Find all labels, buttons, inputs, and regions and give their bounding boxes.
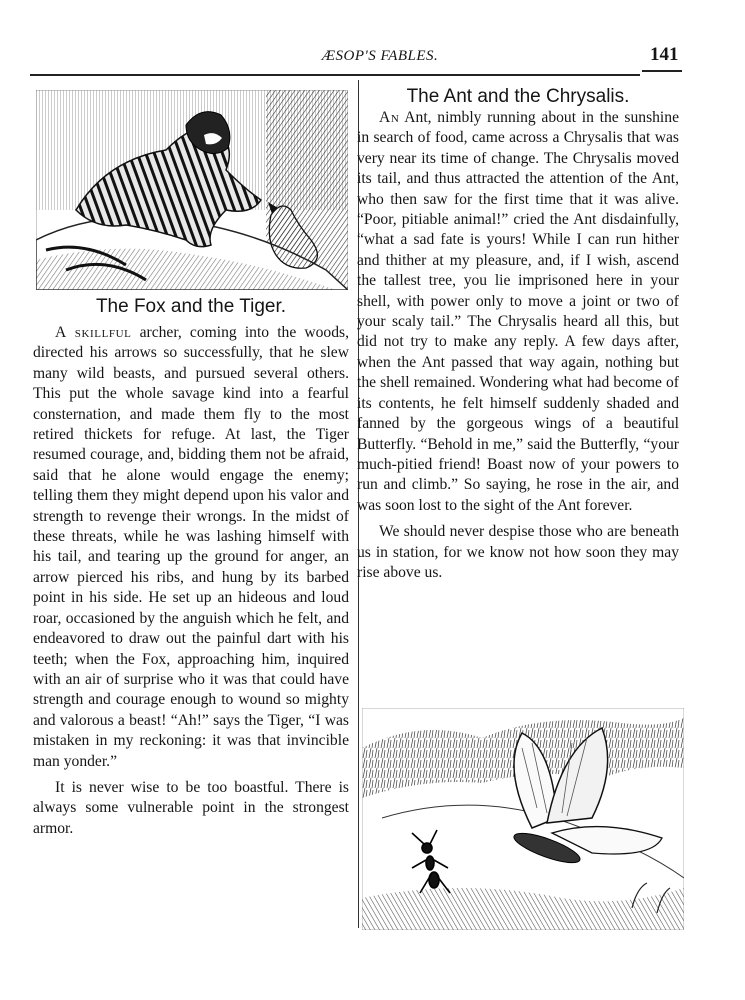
header-rule-short [642,70,682,72]
ant-chrysalis-title: The Ant and the Chrysalis. [406,86,630,107]
ant-chrysalis-moral: We should never despise those who are beneath us in station, for we know not how soon they may rise above us. [357,523,679,581]
fox-tiger-opening: A skillful [55,324,132,341]
fox-tiger-title: The Fox and the Tiger. [95,296,287,317]
ant-chrysalis-body: An Ant, nimbly running about in the sunshine in search of food, came across a Chrysalis that was very near its time of change. The Chrysalis moved its tail, and thus attracted the attention of the Ant, who then saw for the first time that it was alive. “Poor, pitiable animal!” cried the Ant disdainfully, “what a sad fate is yours! While I can run hither and thither at my pleasure, and, if I wish, ascend the tallest tree, you lie imprisoned here in your shell, with power only to move a joint or two of your scaly tail.” The Chrysalis heard all this, but did not try to make any reply. A few days after, when the Ant passed that way again, nothing but the shell remained. Wondering what had become of its contents, he felt himself suddenly shaded and fanned by the gorgeous wings of a beautiful Butterfly. “Behold in me,” said the Butterfly, “your much-pitied friend! Boast now of your powers to run and climb.” So saying, he rose in the air, and was soon lost to the sight of the Ant forever. [357,109,679,514]
fox-tiger-text [33,323,349,839]
running-title: ÆSOP'S FABLES. [321,48,439,64]
butterfly-ant-illustration [362,708,684,930]
fox-tiger-moral: It is never wise to be too boastful. There is always some vulnerable point in the strongest armor. [33,778,349,837]
fox-tiger-body: A skillful archer, coming into the woods, directed his arrows so successfully, that he slew many wild beasts, and pursued several others. This put the whole savage kind into a fearful consternation, and made them fly to the most retired thickets for refuge. At last, the Tiger resumed courage, and, bidding them not be afraid, said that he alone would engage the enemy; telling them they might depend upon his valor and strength to revenge their wrongs. In the midst of these threats, while he was lashing himself with his tail, and tearing up the ground for anger, an arrow pierced his ribs, and hung by its barbed point in his side. He set up an hideous and loud roar, occasioned by the anguish which he felt, and endeavored to draw out the painful dart with his teeth; when the Fox, approaching him, inquired with an air of surprise who it was that could have strength and courage enough to wound so mighty and valorous a beast! “Ah!” says the Tiger, “I was mistaken in my reckoning: it was that invincible man yonder.” [33,324,349,770]
ant-chrysalis-text [357,108,679,583]
page-number: 141 [650,44,679,65]
ant-chrysalis-opening: An [379,109,400,126]
header-rule [30,74,640,76]
tiger-fox-illustration [36,90,348,290]
